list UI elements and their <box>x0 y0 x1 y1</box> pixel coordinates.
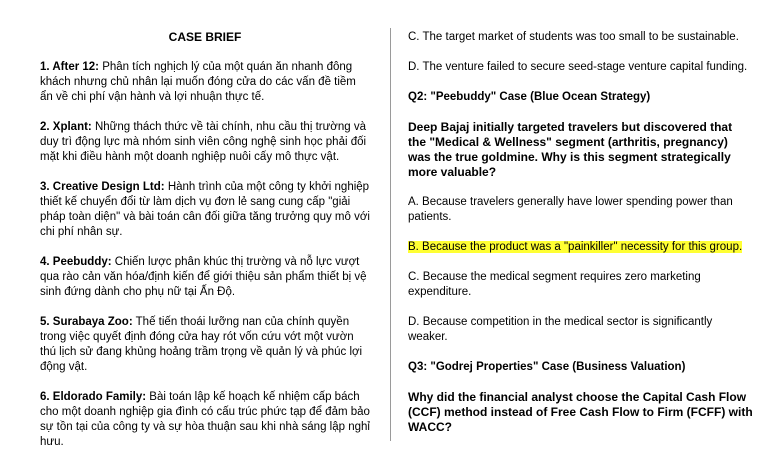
q2-option-a: A. Because travelers generally have lower spending power than patients. <box>408 196 733 223</box>
case-description: Bài toán lập kế hoạch kế nhiệm cấp bách cho một doanh nghiệp gia đình có cấu trúc phức tạp để đảm bảo sự tồn tại của công ty và sự hòa thuận sau khi nhà sáng lập nghỉ hưu. <box>40 391 370 448</box>
q2-question: Deep Bajaj initially targeted travelers but discovered that the "Medical & Wellness" segment (arthritis, pregnancy) was the true goldmine. Why is this segment strategically more valuable? <box>408 120 733 179</box>
highlighted-answer: B. Because the product was a "painkiller" necessity for this group. <box>408 241 743 253</box>
case-item-eldorado-family <box>40 390 370 450</box>
case-item-xplant <box>40 120 370 165</box>
case-item-surabaya-zoo <box>40 315 370 375</box>
case-label: 2. Xplant: <box>40 121 92 133</box>
q2-option-c: C. Because the medical segment requires zero marketing expenditure. <box>408 271 701 298</box>
q2-option-d: D. Because competition in the medical sector is significantly weaker. <box>408 316 713 343</box>
q3-question: Why did the financial analyst choose the Capital Cash Flow (CCF) method instead of Free Cash Flow to Firm (FCFF) with WACC? <box>408 390 753 434</box>
case-label: 4. Peebuddy: <box>40 256 112 268</box>
case-item-peebuddy <box>40 255 370 300</box>
q2-heading: Q2: "Peebuddy" Case (Blue Ocean Strategy) <box>408 91 651 103</box>
case-description: Chiến lược phân khúc thị trường và nỗ lực vượt qua rào cản văn hóa/định kiến để giới thiệu sản phẩm thiết bị vệ sinh đứng dành cho phụ nữ tại Ấn Độ. <box>40 256 367 298</box>
case-description: Những thách thức về tài chính, nhu cầu thị trường và duy trì động lực mà nhóm sinh viên công nghệ sinh học phải đối mặt khi điều hành một doanh nghiệp nuôi cấy mô thực vật. <box>40 121 367 163</box>
case-label: 6. Eldorado Family: <box>40 391 147 403</box>
case-item-after-12 <box>40 60 370 105</box>
q1-option-c: C. The target market of students was too small to be sustainable. <box>408 31 739 43</box>
column-divider <box>390 28 391 441</box>
q3-heading: Q3: "Godrej Properties" Case (Business Valuation) <box>408 361 686 373</box>
case-brief-column <box>40 30 370 465</box>
case-description: Hành trình của một công ty khởi nghiệp thiết kế chuyển đổi từ làm dịch vụ đơn lẻ sang cung cấp "giải pháp toàn diện" và bài toán cân đối giữa tăng trưởng quy mô với chi phí nhân sự. <box>40 181 370 238</box>
q2-option-b-highlighted <box>408 240 753 255</box>
case-label: 1. After 12: <box>40 61 100 73</box>
case-item-creative-design <box>40 180 370 240</box>
q1-option-d: D. The venture failed to secure seed-stage venture capital funding. <box>408 61 748 73</box>
page-title: CASE BRIEF <box>168 30 242 44</box>
case-description: Phân tích nghịch lý của một quán ăn nhanh đông khách nhưng chủ nhân lại muốn đóng cửa do các vấn đề tiềm ẩn về chi phí vận hành và lợi nhuận thực tế. <box>40 61 356 103</box>
case-description: Thế tiến thoái lưỡng nan của chính quyền trong việc quyết định đóng cửa hay rót vốn cứu vớt một vườn thú lịch sử đang khủng hoảng trầm trọng về quản lý và phúc lợi động vật. <box>40 316 363 373</box>
case-label: 3. Creative Design Ltd: <box>40 181 165 193</box>
quiz-column <box>408 30 753 450</box>
case-label: 5. Surabaya Zoo: <box>40 316 133 328</box>
